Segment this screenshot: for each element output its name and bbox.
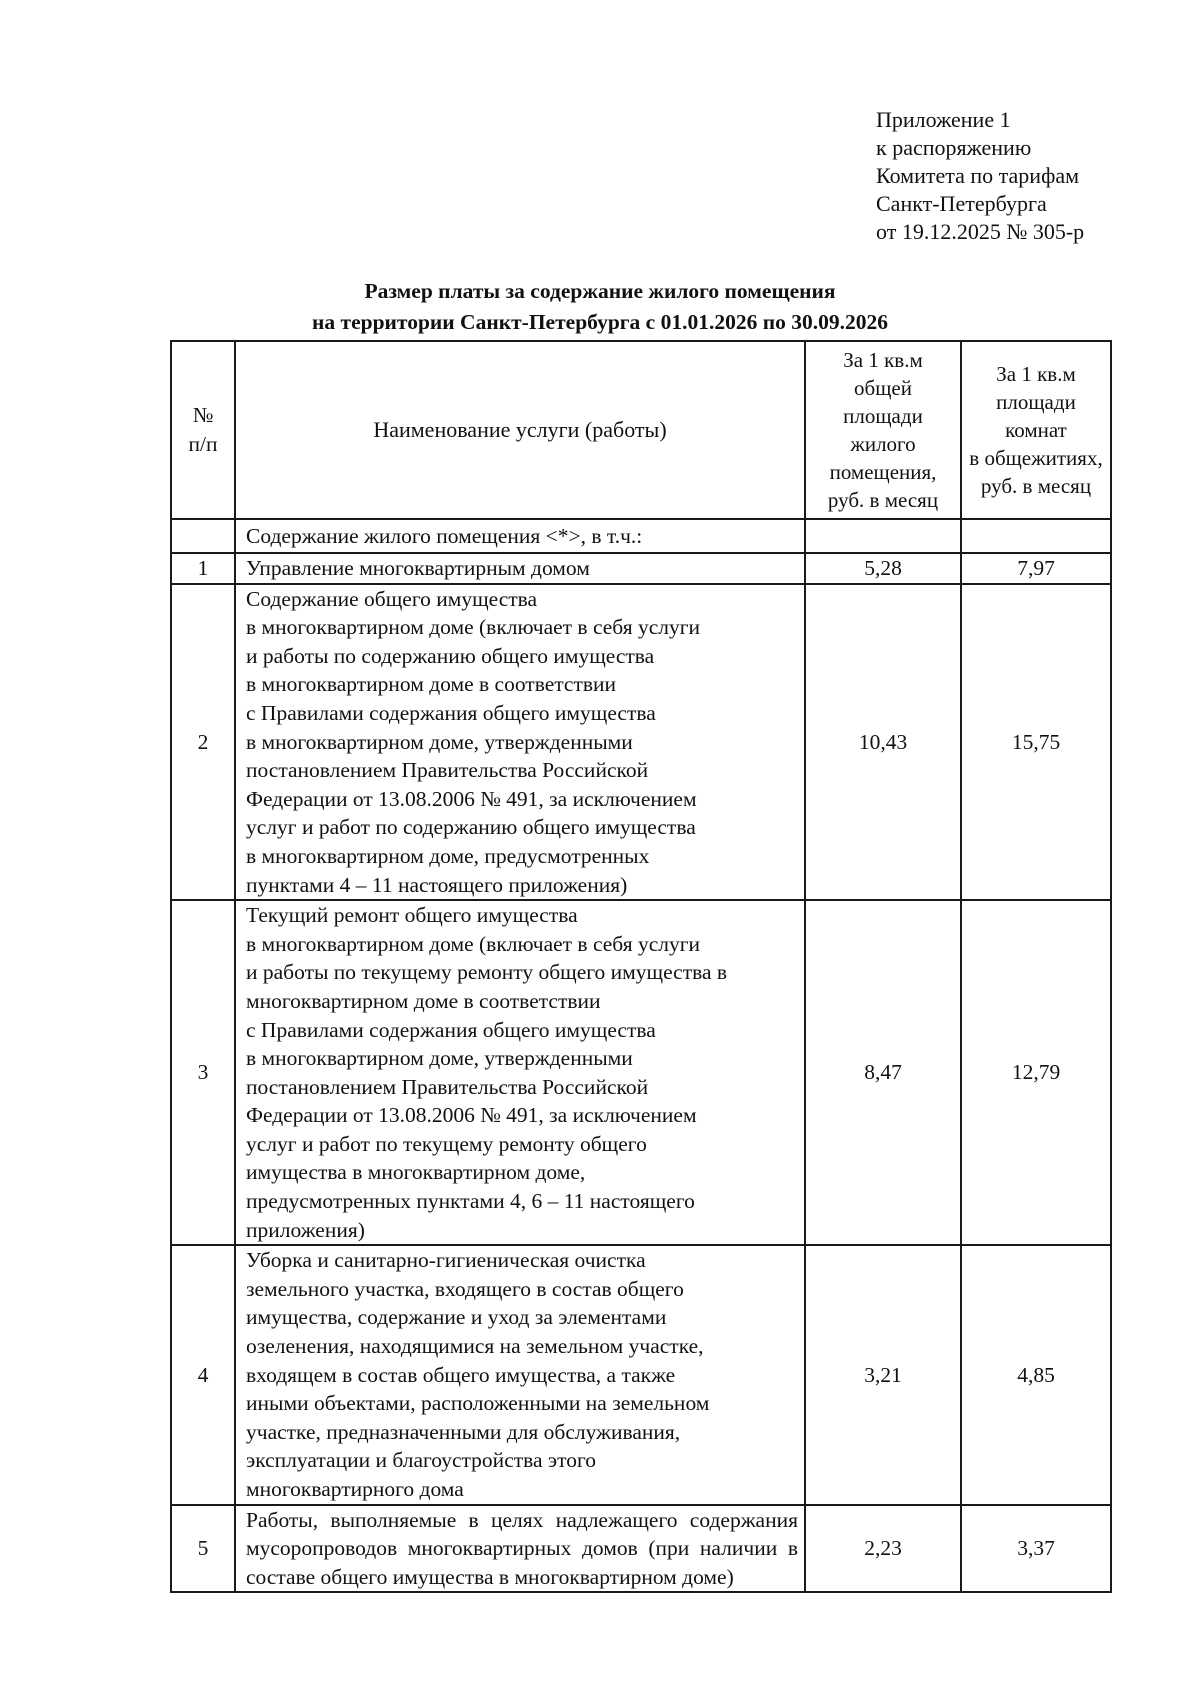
service-line: Управление многоквартирным домом: [246, 556, 590, 580]
header-line: площади: [996, 390, 1076, 414]
row-number: 5: [171, 1505, 235, 1593]
row-rate-dormitory: 3,37: [961, 1505, 1111, 1593]
table-row-total: [171, 519, 1111, 553]
document-title: [160, 276, 1040, 338]
table-row: [171, 900, 1111, 1245]
appendix-line: от 19.12.2025 № 305-р: [876, 219, 1085, 244]
row-service-name: Содержание жилого помещения <*>, в т.ч.:: [235, 519, 805, 553]
service-line: многоквартирном доме в соответствии: [246, 988, 601, 1013]
service-line: Уборка и санитарно-гигиеническая очистка: [246, 1248, 646, 1273]
service-line: пунктами 4 – 11 настоящего приложения): [246, 872, 628, 897]
header-line: в общежитиях,: [969, 446, 1103, 470]
header-line: За 1 кв.м: [996, 362, 1076, 386]
header-rate-dormitory: [961, 341, 1111, 519]
row-value-cell: [961, 519, 1111, 553]
header-line: площади: [843, 404, 923, 428]
appendix-line: Комитета по тарифам: [876, 163, 1080, 188]
row-number-cell: [171, 519, 235, 553]
appendix-line: к распоряжению: [876, 135, 1032, 160]
service-line: иными объектами, расположенными на земельном: [246, 1391, 710, 1416]
row-rate-dormitory: 15,75: [961, 584, 1111, 901]
service-line: Работы, выполняемые в целях надлежащего содержания мусоропроводов многоквартирных домов (при наличии в составе общего имущества в многоквартирном доме): [246, 1507, 798, 1589]
service-line: постановлением Правительства Российской: [246, 758, 649, 783]
header-number-line: п/п: [188, 432, 218, 456]
row-rate-per-sqm: 5,28: [805, 553, 961, 584]
row-rate-per-sqm: 8,47: [805, 900, 961, 1245]
service-line: Федерации от 13.08.2006 № 491, за исключением: [246, 1103, 697, 1128]
service-line: Текущий ремонт общего имущества: [246, 903, 578, 928]
row-number: 1: [171, 553, 235, 584]
header-line: помещения,: [829, 460, 937, 484]
row-rate-per-sqm: 10,43: [805, 584, 961, 901]
tariff-table: [170, 340, 1112, 1593]
row-number: 2: [171, 584, 235, 901]
service-line: участке, предназначенными для обслуживания,: [246, 1419, 681, 1444]
row-service-name: [235, 900, 805, 1245]
table-row: [171, 1245, 1111, 1504]
row-number: 4: [171, 1245, 235, 1504]
header-line: комнат: [1005, 418, 1067, 442]
service-line: приложения): [246, 1217, 365, 1242]
service-line: озеленения, находящимися на земельном участке,: [246, 1334, 704, 1359]
service-line: с Правилами содержания общего имущества: [246, 700, 656, 725]
header-line: жилого: [850, 432, 916, 456]
service-line: имущества, содержание и уход за элементами: [246, 1305, 667, 1330]
row-rate-dormitory: 12,79: [961, 900, 1111, 1245]
service-line: постановлением Правительства Российской: [246, 1074, 649, 1099]
service-line: с Правилами содержания общего имущества: [246, 1017, 656, 1042]
service-line: предусмотренных пунктами 4, 6 – 11 настоящего: [246, 1189, 695, 1214]
service-line: и работы по текущему ремонту общего имущества в: [246, 960, 728, 985]
row-number: 3: [171, 900, 235, 1245]
service-line: услуг и работ по текущему ремонту общего: [246, 1131, 647, 1156]
table-row: [171, 553, 1111, 584]
title-line-1: Размер платы за содержание жилого помещения: [364, 279, 836, 303]
row-rate-dormitory: 7,97: [961, 553, 1111, 584]
service-line: многоквартирного дома: [246, 1477, 464, 1501]
header-line: За 1 кв.м: [843, 348, 923, 372]
header-service-name: Наименование услуги (работы): [235, 341, 805, 519]
service-line: входящем в состав общего имущества, а также: [246, 1362, 676, 1387]
service-line: в многоквартирном доме, утвержденными: [246, 729, 633, 754]
service-line: в многоквартирном доме в соответствии: [246, 672, 617, 697]
row-service-name: [235, 584, 805, 901]
service-line: услуг и работ по содержанию общего имущества: [246, 815, 696, 840]
service-line: в многоквартирном доме (включает в себя услуги: [246, 615, 701, 640]
table-row: [171, 584, 1111, 901]
title-line-2: на территории Санкт-Петербурга с 01.01.2026 по 30.09.2026: [312, 310, 888, 334]
row-rate-per-sqm: 3,21: [805, 1245, 961, 1504]
service-line: Содержание общего имущества: [246, 586, 538, 611]
row-service-name: [235, 1505, 805, 1593]
row-value-cell: [805, 519, 961, 553]
header-line: руб. в месяц: [980, 474, 1092, 498]
service-line: в многоквартирном доме (включает в себя услуги: [246, 931, 701, 956]
header-number: [171, 341, 235, 519]
row-rate-dormitory: 4,85: [961, 1245, 1111, 1504]
appendix-reference: [876, 106, 1084, 246]
service-line: в многоквартирном доме, предусмотренных: [246, 843, 650, 868]
service-line: Федерации от 13.08.2006 № 491, за исключением: [246, 786, 697, 811]
row-service-name: [235, 1245, 805, 1504]
table-row: [171, 1505, 1111, 1593]
header-line: руб. в месяц: [827, 488, 939, 512]
table-header-row: [171, 341, 1111, 519]
service-line: и работы по содержанию общего имущества: [246, 643, 655, 668]
service-line: имущества в многоквартирном доме,: [246, 1160, 586, 1185]
row-rate-per-sqm: 2,23: [805, 1505, 961, 1593]
appendix-line: Приложение 1: [876, 107, 1011, 132]
service-line: в многоквартирном доме, утвержденными: [246, 1046, 633, 1071]
row-service-name: [235, 553, 805, 584]
service-line: земельного участка, входящего в состав общего: [246, 1276, 684, 1301]
service-line: эксплуатации и благоустройства этого: [246, 1448, 597, 1473]
header-rate-per-sqm: [805, 341, 961, 519]
appendix-line: Санкт-Петербурга: [876, 191, 1047, 216]
header-number-line: №: [192, 403, 214, 428]
header-line: общей: [854, 376, 912, 400]
